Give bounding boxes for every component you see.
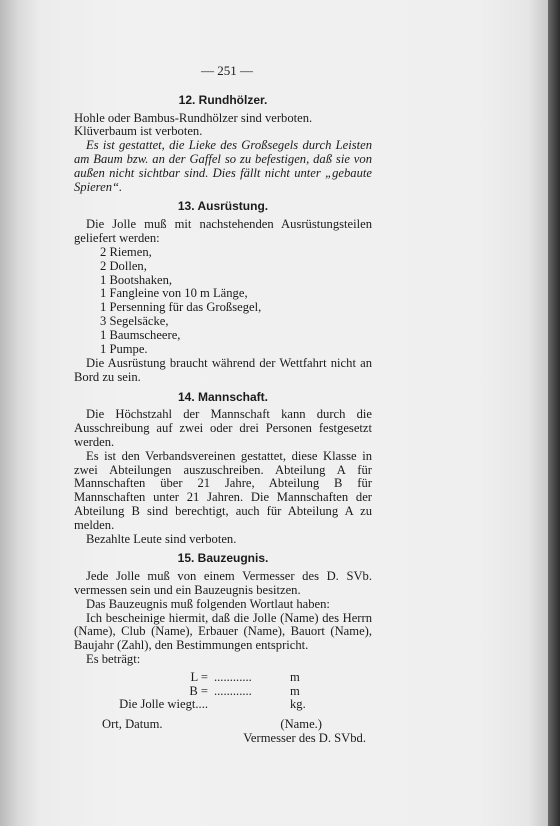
paragraph: Die Ausrüstung braucht während der Wettfahrt nicht an Bord zu sein.: [74, 356, 372, 384]
list-item: 1 Pumpe.: [100, 342, 148, 357]
list-item: 2 Riemen,: [100, 244, 152, 259]
list-item: 1 Baumscheere,: [100, 328, 181, 343]
paragraph: Es ist den Verbandsvereinen gestattet, diese Klasse in zwei Abteilungen auszuschreiben. Abteilung A für Mannschaften über 21 Jahre, Abteilung B für Mannschaften unter 21 Jahren. Die Mannschaften der Abteilung B sind berechtigt, auch für Abteilung A zu melden.: [74, 448, 372, 532]
form-label: B =: [189, 683, 208, 698]
equipment-list: [100, 246, 372, 357]
heading-ausruestung: 13. Ausrüstung.: [177, 199, 269, 214]
heading-mannschaft: 14. Mannschaft.: [177, 389, 269, 404]
form-dots: ............: [214, 683, 252, 698]
name-label: (Name.): [280, 717, 322, 732]
text-line: Klüverbaum ist verboten.: [74, 124, 203, 139]
form-unit: kg.: [290, 697, 306, 712]
form-row: [74, 685, 372, 699]
paragraph: Bezahlte Leute sind verboten.: [86, 531, 237, 546]
list-item: 2 Dollen,: [100, 258, 147, 273]
paragraph: Das Bauzeugnis muß folgenden Wortlaut haben:: [86, 596, 330, 611]
measurement-form: [74, 671, 372, 712]
paragraph: Die Höchstzahl der Mannschaft kann durch die Ausschreibung auf zwei oder drei Personen festgesetzt werden.: [74, 407, 372, 449]
form-dots: [214, 698, 290, 712]
text-line: Hohle oder Bambus-Rundhölzer sind verboten.: [74, 110, 313, 125]
paragraph: Ich bescheinige hiermit, daß die Jolle (Name) des Herrn (Name), Club (Name), Erbauer (Name), Bauort (Name), Baujahr (Zahl), den Bestimmungen entspricht.: [74, 610, 372, 653]
paragraph: Es beträgt:: [86, 651, 141, 666]
page-number: — 251 —: [201, 63, 253, 78]
form-label: L =: [190, 669, 208, 684]
italic-paragraph: Es ist gestattet, die Lieke des Großsegels durch Leisten am Baum bzw. an der Gaffel so zu befestigen, daß sie von außen nicht sichtbar sind. Dies fällt nicht unter „gebaute Spieren“.: [74, 138, 372, 194]
form-row: [74, 671, 372, 685]
form-unit: m: [290, 683, 300, 698]
paragraph: Jede Jolle muß von einem Vermesser des D. SVb. vermessen sein und ein Bauzeugnis besitzen.: [74, 569, 372, 597]
list-item: 3 Segelsäcke,: [100, 314, 169, 329]
list-item: 1 Bootshaken,: [100, 272, 173, 287]
form-row: [74, 698, 372, 712]
list-item: 1 Persenning für das Großsegel,: [100, 300, 262, 315]
form-dots: ............: [214, 669, 252, 684]
paragraph: Die Jolle muß mit nachstehenden Ausrüstungsteilen geliefert werden:: [74, 217, 372, 245]
signature-line: [74, 718, 372, 732]
page-text: [74, 64, 372, 746]
heading-rundhoelzer: 12. Rundhölzer.: [178, 92, 268, 107]
surveyor-title: Vermesser des D. SVbd.: [243, 730, 366, 745]
form-unit: m: [290, 669, 300, 684]
list-item: 1 Fangleine von 10 m Länge,: [100, 286, 248, 301]
form-label: Die Jolle wiegt....: [119, 697, 208, 712]
place-date-label: Ort, Datum.: [102, 717, 163, 732]
heading-bauzeugnis: 15. Bauzeugnis.: [177, 551, 269, 566]
book-spine: [548, 0, 560, 826]
